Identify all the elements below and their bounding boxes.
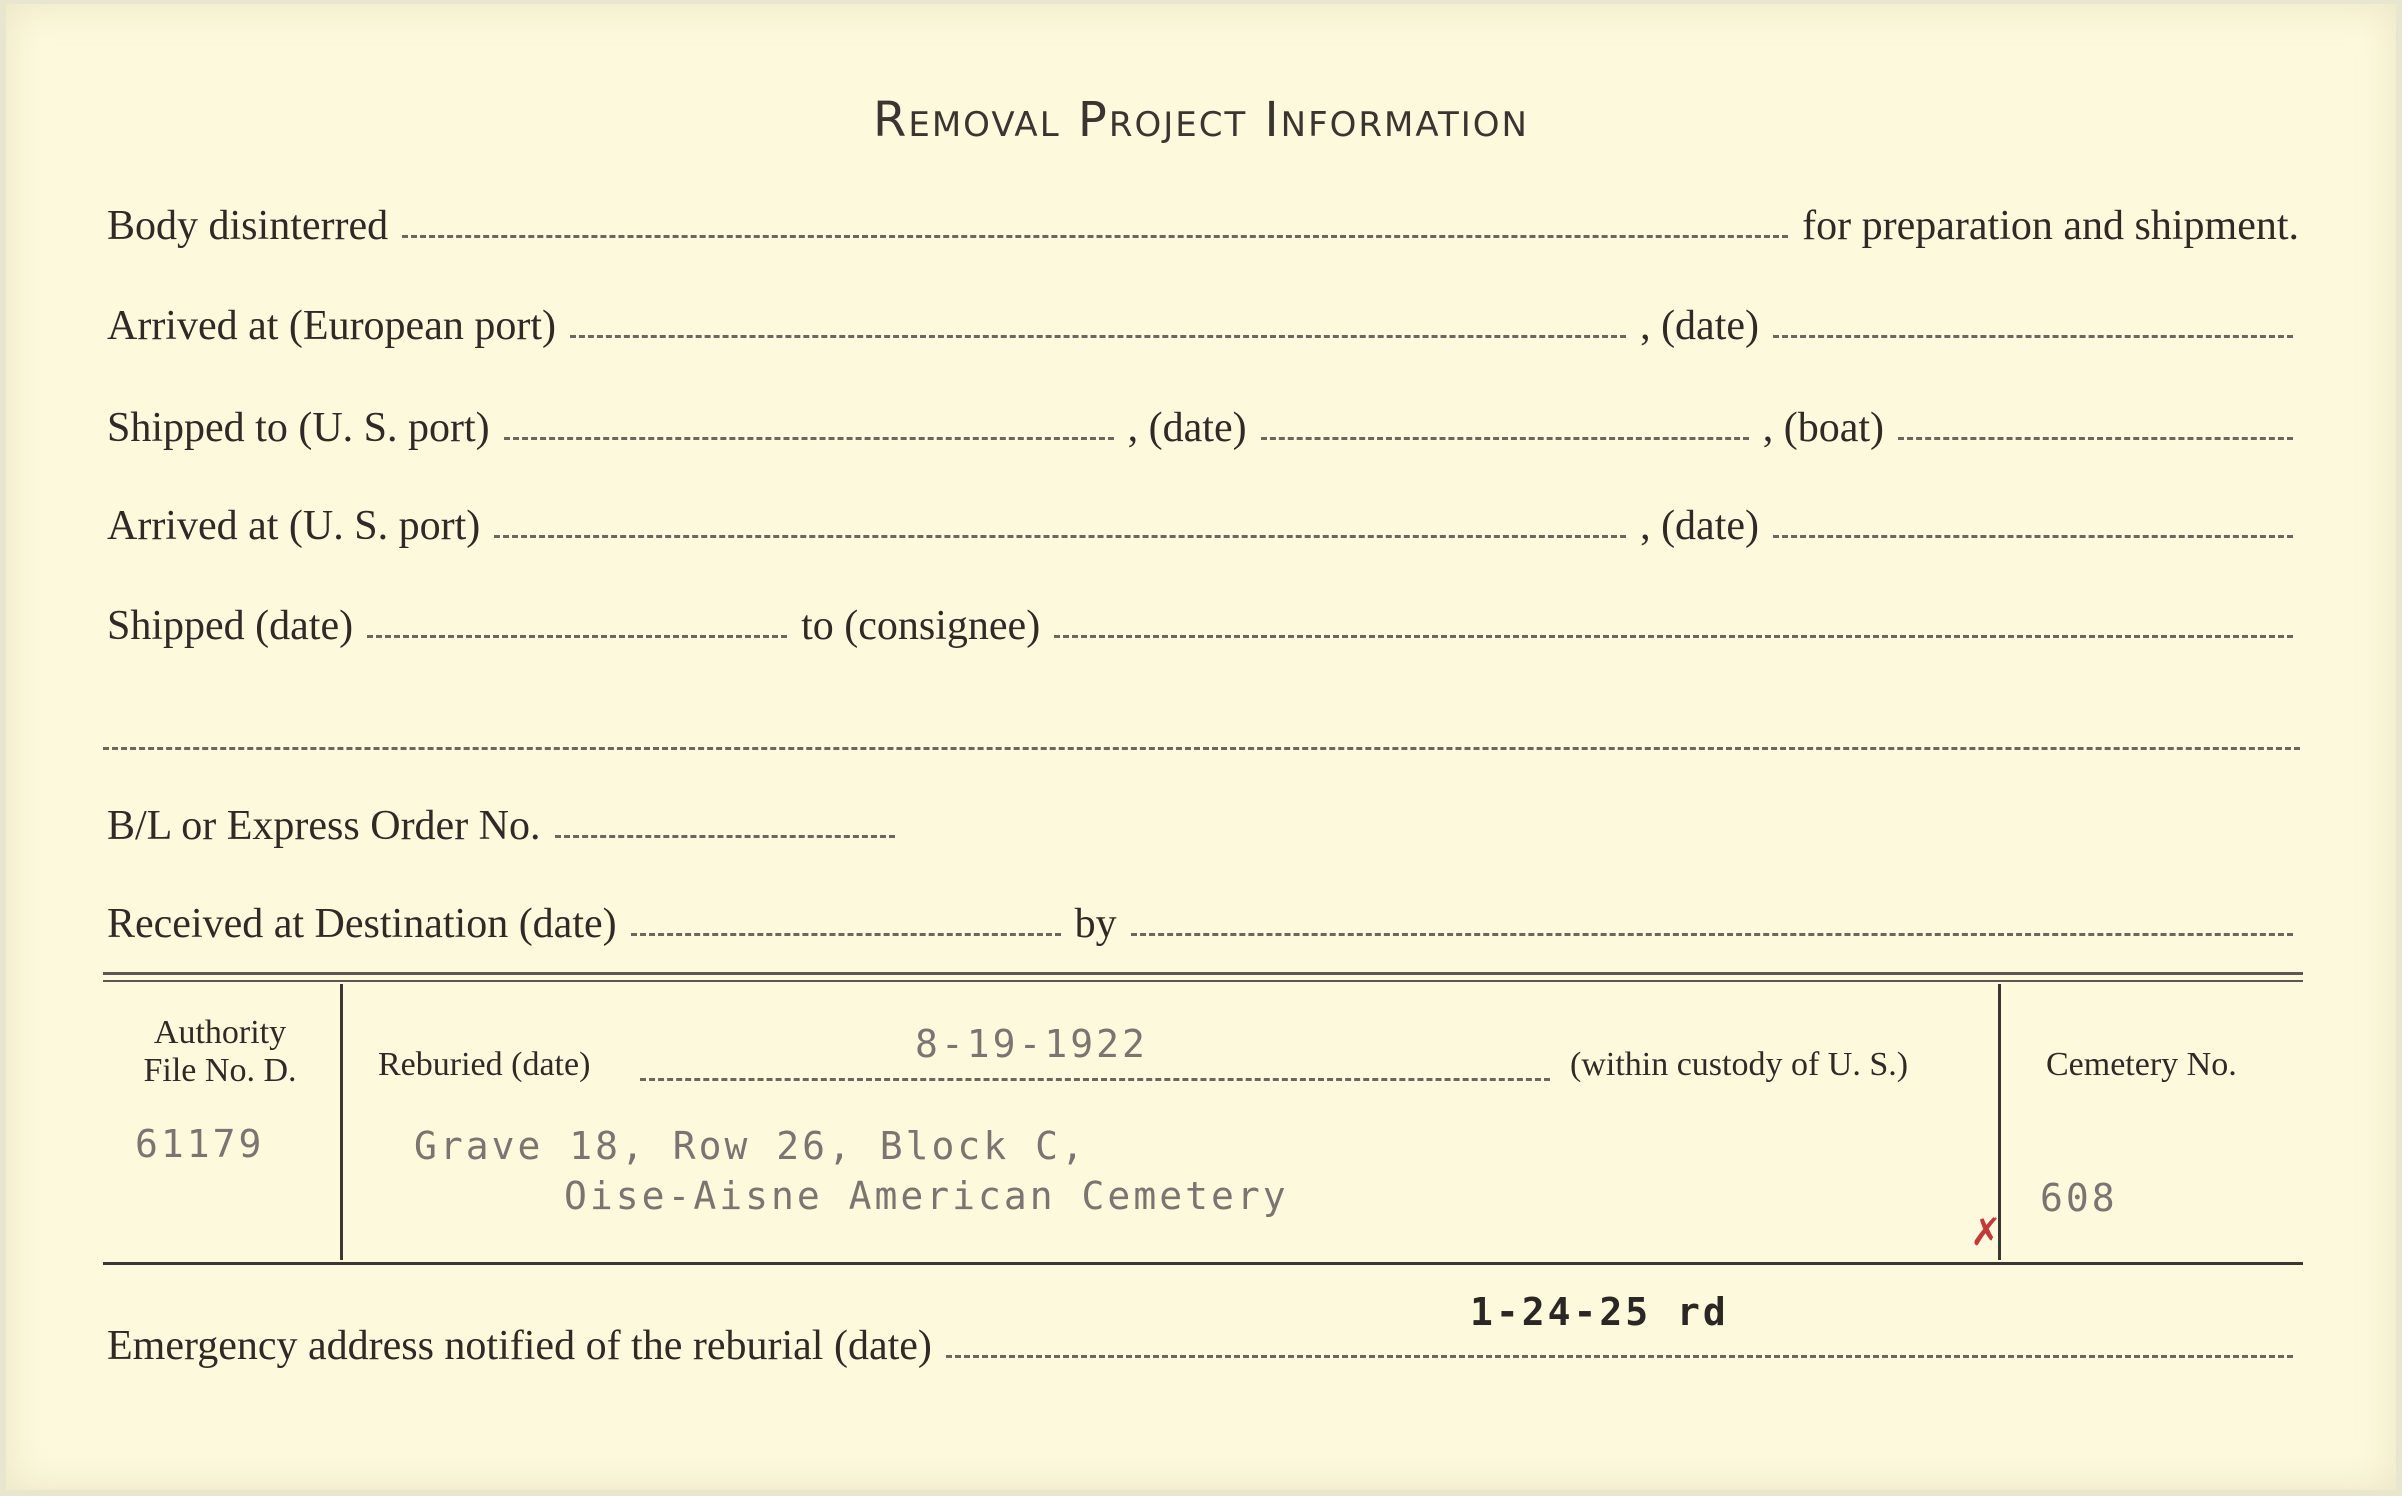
received-by-field [1131,933,2293,936]
arrived-us-date-field [1773,535,2293,538]
grave-location-line-1: Grave 18, Row 26, Block C, [414,1124,1087,1168]
body-disinterred-suffix: for preparation and shipment. [1802,203,2299,249]
shipped-to-us-date-label: , (date) [1127,405,1247,451]
reburied-label: Reburied (date) [378,1046,591,1083]
shipped-to-us-boat-field [1898,437,2293,440]
bl-order-line [103,790,2303,850]
arrived-us-port-field [494,535,1626,538]
shipped-to-us-port-field [504,437,1114,440]
shipped-date-line [103,590,2303,650]
authority-label [110,1014,330,1090]
arrived-us-label: Arrived at (U. S. port) [107,503,481,549]
emergency-label: Emergency address notified of the reburial (date) [107,1323,932,1369]
arrived-us-line [103,490,2303,550]
custody-label: (within custody of U. S.) [1570,1046,1909,1083]
table-divider-left [340,984,343,1260]
shipped-to-us-line [103,392,2303,452]
cemetery-label: Cemetery No. [2046,1046,2237,1083]
shipped-date-field [367,635,787,638]
reburied-date-field [640,1078,1550,1081]
received-by-label: by [1074,901,1117,947]
table-top-rule [103,972,2303,982]
received-date-field [631,933,1061,936]
emergency-line [103,1310,2303,1370]
received-line [103,888,2303,948]
grave-location-line-2: Oise-Aisne American Cemetery [564,1174,1289,1218]
emergency-date-value: 1-24-25 rd [1470,1290,1729,1334]
arrived-european-label: Arrived at (European port) [107,303,556,349]
bl-order-label: B/L or Express Order No. [107,803,541,849]
authority-label-line-1: Authority [153,1014,287,1051]
authority-file-number: 61179 [135,1122,265,1166]
page-title: Removal Project Information [873,92,1529,148]
bl-order-field [555,835,895,838]
body-disinterred-label: Body disinterred [107,203,389,249]
shipped-to-us-date-field [1261,437,1749,440]
cemetery-number: 608 [2040,1176,2118,1220]
table-bottom-rule [103,1262,2303,1265]
emergency-date-field [946,1355,2293,1358]
shipped-to-us-boat-label: , (boat) [1762,405,1884,451]
arrived-european-line [103,290,2303,350]
consignee-label: to (consignee) [801,603,1041,649]
received-label: Received at Destination (date) [107,901,617,947]
arrived-european-date-field [1773,335,2293,338]
reburied-date-value: 8-19-1922 [915,1022,1148,1066]
arrived-european-date-label: , (date) [1640,303,1759,349]
arrived-us-date-label: , (date) [1640,503,1759,549]
consignee-field [1054,635,2293,638]
shipped-date-label: Shipped (date) [107,603,354,649]
body-disinterred-line [103,190,2303,250]
consignee-continuation-field [103,747,2300,750]
body-disinterred-field [402,235,1788,238]
red-check-mark: ✗ [1970,1210,2002,1254]
authority-label-line-2: File No. D. [143,1052,297,1089]
shipped-to-us-label: Shipped to (U. S. port) [107,405,490,451]
arrived-european-port-field [570,335,1626,338]
